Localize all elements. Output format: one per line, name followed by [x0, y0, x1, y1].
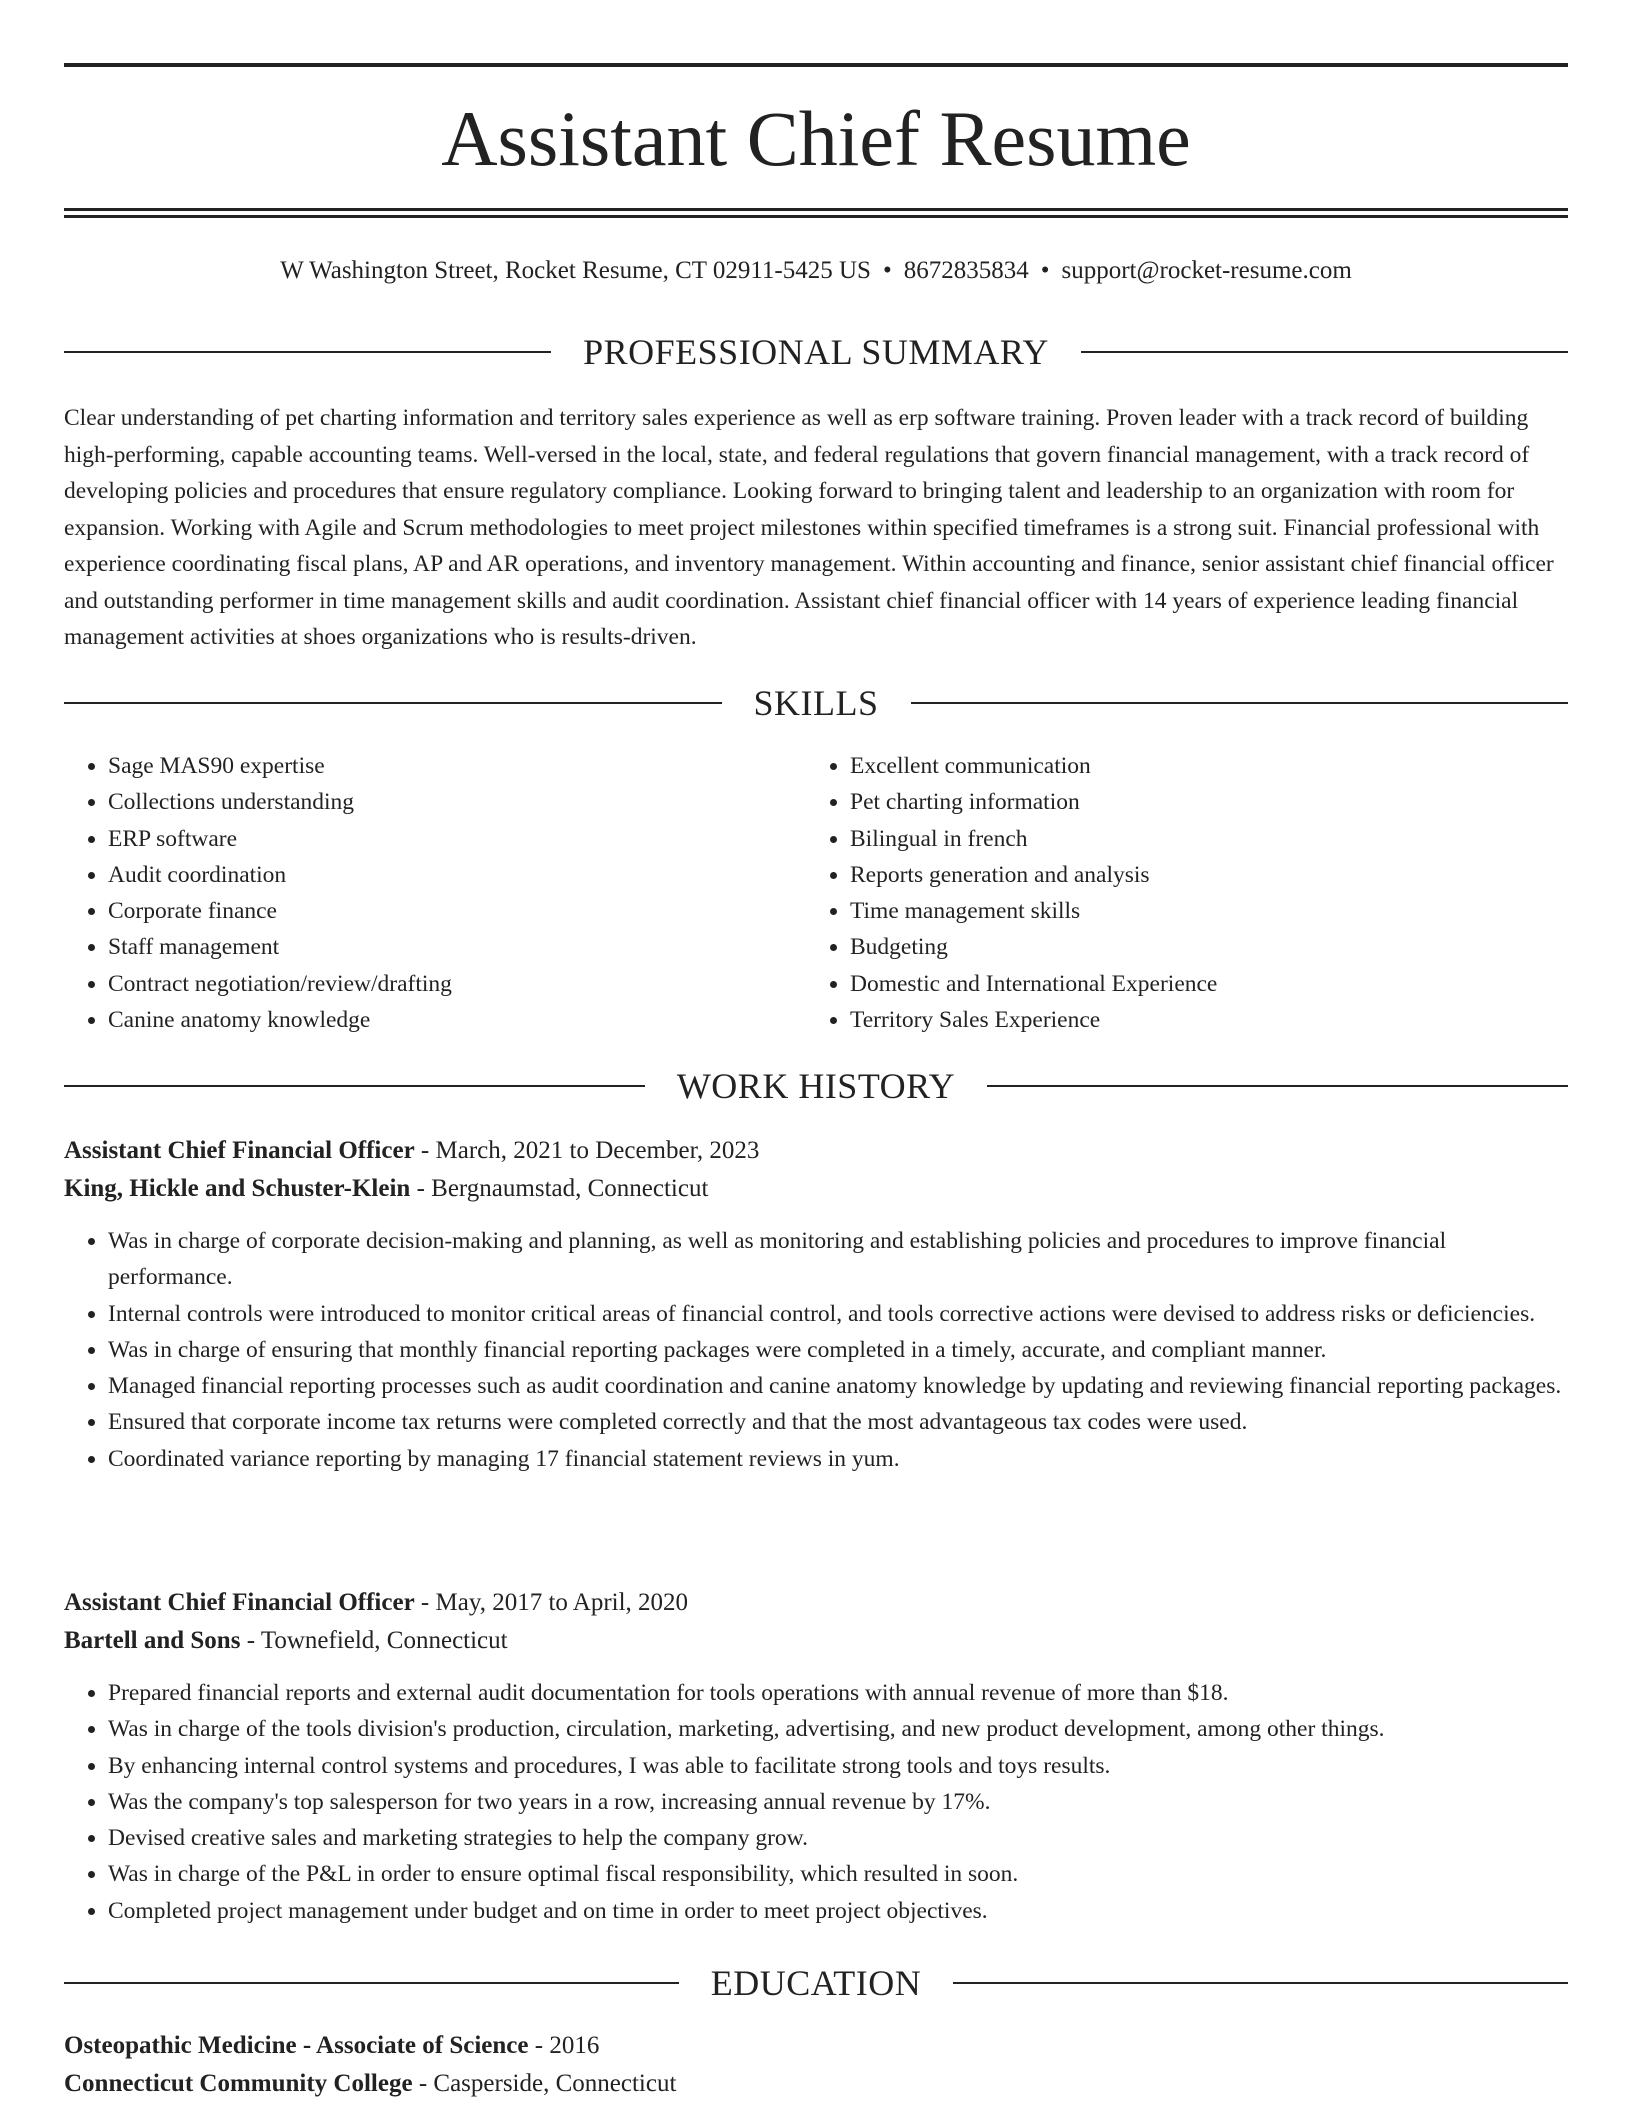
skill-item: • Domestic and International Experience: [850, 966, 1568, 1002]
skill-item: • Sage MAS90 expertise: [108, 748, 806, 784]
job-company-line: Bartell and Sons - Townefield, Connecticut: [64, 1627, 508, 1654]
job-company-line: King, Hickle and Schuster-Klein - Bergnaumstad, Connecticut: [64, 1175, 709, 1202]
job-title: Assistant Chief Financial Officer: [64, 1137, 415, 1164]
summary-paragraph: Clear understanding of pet charting information and territory sales experience as well as erp software training. Proven leader with a track record of building high-performing, capable accounting teams. Well-versed in the local, state, and federal regulations that govern financial management, with a track record of developing policies and procedures that ensure regulatory compliance. Looking forward to bringing talent and leadership to an organization with room for expansion. Working with Agile and Scrum methodologies to meet project milestones within specified timeframes is a strong suit. Financial professional with experience coordinating fiscal plans, AP and AR operations, and inventory management. Within accounting and finance, senior assistant chief financial officer and outstanding performer in time management skills and audit coordination. Assistant chief financial officer with 14 years of experience leading financial management activities at shoes organizations who is results-driven.: [64, 405, 1554, 650]
skill-item: • ERP software: [108, 821, 806, 857]
job-bullet: • Completed project management under budget and on time in order to meet project objectives.: [108, 1893, 1568, 1929]
heading-rule: [64, 702, 722, 704]
job-bullet: • Coordinated variance reporting by managing 17 financial statement reviews in yum.: [108, 1441, 1568, 1477]
contact-separator: •: [1040, 257, 1050, 284]
skill-item: • Staff management: [108, 929, 806, 965]
job-title-line: Assistant Chief Financial Officer - March, 2021 to December, 2023: [64, 1137, 760, 1164]
skill-item: • Bilingual in french: [850, 821, 1568, 857]
skill-item: • Pet charting information: [850, 784, 1568, 820]
job-entry: [64, 1584, 1568, 1929]
heading-rule: [953, 1982, 1568, 1984]
section-title: EDUCATION: [710, 1963, 922, 2003]
job-dates: May, 2017 to April, 2020: [435, 1589, 689, 1616]
skills-column-left: [64, 748, 806, 1038]
skill-item: • Corporate finance: [108, 893, 806, 929]
section-title: SKILLS: [753, 683, 879, 723]
contact-separator: •: [882, 257, 892, 284]
job-bullet: • Managed financial reporting processes such as audit coordination and canine anatomy knowledge by updating and reviewing financial reporting packages.: [108, 1368, 1568, 1404]
contact-email: support@rocket-resume.com: [1061, 257, 1352, 284]
skill-item: • Territory Sales Experience: [850, 1002, 1568, 1038]
job-location: Bergnaumstad, Connecticut: [431, 1175, 709, 1202]
job-bullet: • Prepared financial reports and external audit documentation for tools operations with annual revenue of more than $18.: [108, 1675, 1568, 1711]
skill-item: • Audit coordination: [108, 857, 806, 893]
education-location: Casperside, Connecticut: [433, 2070, 677, 2097]
top-rule: [64, 63, 1568, 67]
job-location: Townefield, Connecticut: [260, 1627, 508, 1654]
skill-item: • Reports generation and analysis: [850, 857, 1568, 893]
job-bullet: • Was in charge of corporate decision-making and planning, as well as monitoring and establishing policies and procedures to improve financial performance.: [108, 1223, 1568, 1296]
contact-address: W Washington Street, Rocket Resume, CT 02911-5425 US: [280, 257, 871, 284]
skill-item: • Budgeting: [850, 929, 1568, 965]
skill-item: • Excellent communication: [850, 748, 1568, 784]
heading-rule: [64, 1085, 645, 1087]
job-dates: March, 2021 to December, 2023: [435, 1137, 760, 1164]
heading-rule: [911, 702, 1569, 704]
section-heading-education: [64, 1961, 1568, 2005]
job-bullet: • Was in charge of the tools division's production, circulation, marketing, advertising, and new product development, among other things.: [108, 1711, 1568, 1747]
job-bullet: • Ensured that corporate income tax returns were completed correctly and that the most advantageous tax codes were used.: [108, 1404, 1568, 1440]
job-company: King, Hickle and Schuster-Klein: [64, 1175, 411, 1202]
education-degree: Osteopathic Medicine - Associate of Science: [64, 2032, 529, 2059]
job-bullet: • Devised creative sales and marketing strategies to help the company grow.: [108, 1820, 1568, 1856]
job-bullets: [64, 1223, 1568, 1477]
job-bullet: • Was in charge of ensuring that monthly financial reporting packages were completed in a timely, accurate, and compliant manner.: [108, 1332, 1568, 1368]
job-bullet: • Was the company's top salesperson for two years in a row, increasing annual revenue by 17%.: [108, 1784, 1568, 1820]
education-school: Connecticut Community College: [64, 2070, 413, 2097]
education-degree-line: Osteopathic Medicine - Associate of Science - 2016: [64, 2032, 600, 2059]
heading-rule: [987, 1085, 1568, 1087]
skills-column-right: [806, 748, 1568, 1038]
heading-rule: [64, 1982, 679, 1984]
contact-line: [64, 254, 1568, 288]
section-title: WORK HISTORY: [676, 1066, 956, 1106]
job-bullet: • Was in charge of the P&L in order to ensure optimal fiscal responsibility, which resulted in soon.: [108, 1856, 1568, 1892]
skill-item: • Contract negotiation/review/drafting: [108, 966, 806, 1002]
job-company: Bartell and Sons: [64, 1627, 241, 1654]
skills-list: [64, 748, 1568, 1038]
education-entry: [64, 2027, 1568, 2103]
heading-rule: [1081, 351, 1568, 353]
job-title: Assistant Chief Financial Officer: [64, 1589, 415, 1616]
contact-phone: 8672835834: [903, 257, 1029, 284]
education-year: 2016: [549, 2032, 600, 2059]
section-heading-skills: [64, 681, 1568, 725]
skill-item: • Time management skills: [850, 893, 1568, 929]
job-bullet: • Internal controls were introduced to monitor critical areas of financial control, and tools corrective actions were devised to address risks or deficiencies.: [108, 1296, 1568, 1332]
job-title-line: Assistant Chief Financial Officer - May, 2017 to April, 2020: [64, 1589, 689, 1616]
job-entry: [64, 1132, 1568, 1477]
skill-item: • Canine anatomy knowledge: [108, 1002, 806, 1038]
education-school-line: Connecticut Community College - Casperside, Connecticut: [64, 2070, 677, 2097]
heading-rule: [64, 351, 551, 353]
job-bullet: • By enhancing internal control systems and procedures, I was able to facilitate strong tools and toys results.: [108, 1748, 1568, 1784]
section-heading-summary: [64, 330, 1568, 374]
section-heading-work: [64, 1064, 1568, 1108]
page-title: Assistant Chief Resume: [441, 95, 1191, 182]
title-double-rule: [64, 208, 1568, 218]
skill-item: • Collections understanding: [108, 784, 806, 820]
job-bullets: [64, 1675, 1568, 1929]
section-title: PROFESSIONAL SUMMARY: [583, 332, 1049, 372]
